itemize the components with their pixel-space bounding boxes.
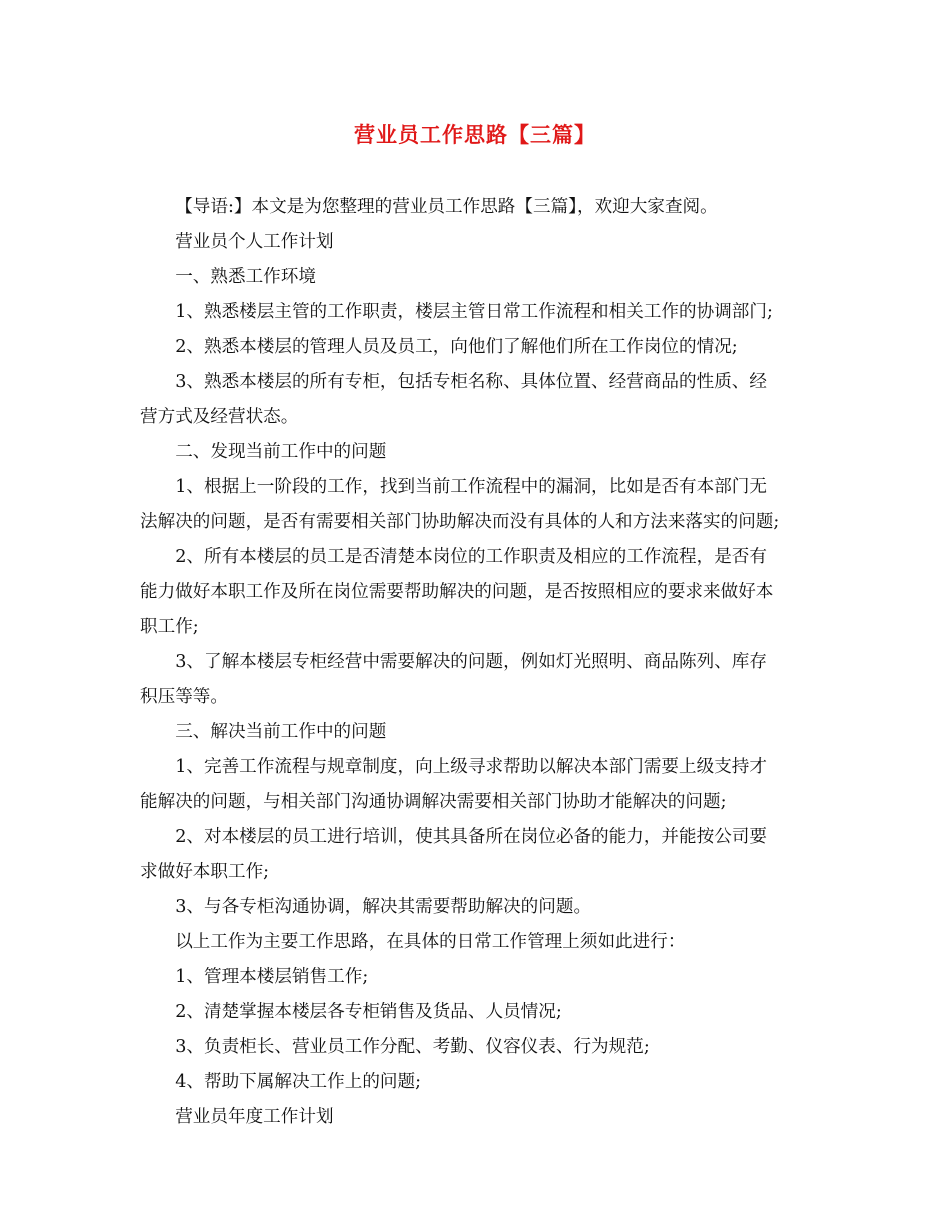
- text-line: 2、清楚掌握本楼层各专柜销售及货品、人员情况;: [175, 1002, 562, 1022]
- text-line: 营方式及经营状态。: [140, 407, 299, 427]
- text-line: 1、根据上一阶段的工作，找到当前工作流程中的漏洞，比如是否有本部门无: [175, 477, 767, 497]
- text-line: 2、对本楼层的员工进行培训，使其具备所在岗位必备的能力，并能按公司要: [175, 827, 767, 847]
- text-line: 能解决的问题，与相关部门沟通协调解决需要相关部门协助才能解决的问题;: [140, 792, 727, 812]
- text-line: 【导语:】本文是为您整理的营业员工作思路【三篇】，欢迎大家查阅。: [175, 197, 718, 217]
- document-body: [140, 190, 820, 1135]
- text-line: 求做好本职工作;: [140, 862, 270, 882]
- text-line: 3、熟悉本楼层的所有专柜，包括专柜名称、具体位置、经营商品的性质、经: [175, 372, 767, 392]
- section-heading: 营业员个人工作计划: [175, 232, 334, 252]
- section-heading: 一、熟悉工作环境: [175, 267, 316, 287]
- text-line: 积压等等。: [140, 687, 228, 707]
- text-line: 3、了解本楼层专柜经营中需要解决的问题，例如灯光照明、商品陈列、库存: [175, 652, 767, 672]
- text-line: 1、完善工作流程与规章制度，向上级寻求帮助以解决本部门需要上级支持才: [175, 757, 767, 777]
- text-line: 2、所有本楼层的员工是否清楚本岗位的工作职责及相应的工作流程，是否有: [175, 547, 767, 567]
- section-heading: 二、发现当前工作中的问题: [175, 442, 387, 462]
- text-line: 以上工作为主要工作思路，在具体的日常工作管理上须如此进行：: [175, 932, 686, 952]
- text-line: 3、与各专柜沟通协调，解决其需要帮助解决的问题。: [175, 897, 592, 917]
- section-heading: 三、解决当前工作中的问题: [175, 722, 387, 742]
- text-line: 法解决的问题，是否有需要相关部门协助解决而没有具体的人和方法来落实的问题;: [140, 512, 780, 532]
- text-line: 2、熟悉本楼层的管理人员及员工，向他们了解他们所在工作岗位的情况;: [175, 337, 738, 357]
- text-line: 1、熟悉楼层主管的工作职责，楼层主管日常工作流程和相关工作的协调部门;: [175, 302, 773, 322]
- text-line: 4、帮助下属解决工作上的问题;: [175, 1072, 422, 1092]
- section-heading: 营业员年度工作计划: [175, 1107, 334, 1127]
- text-line: 1、管理本楼层销售工作;: [175, 967, 369, 987]
- text-line: 职工作;: [140, 617, 199, 637]
- text-line: 能力做好本职工作及所在岗位需要帮助解决的问题，是否按照相应的要求来做好本: [140, 582, 774, 602]
- document-title: 营业员工作思路【三篇】: [354, 122, 596, 147]
- text-line: 3、负责柜长、营业员工作分配、考勤、仪容仪表、行为规范;: [175, 1037, 650, 1057]
